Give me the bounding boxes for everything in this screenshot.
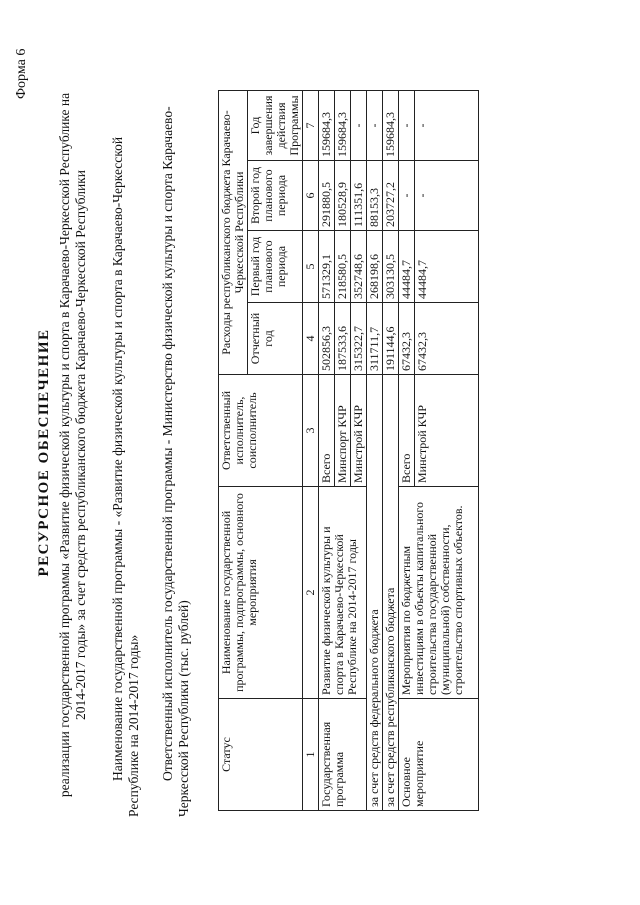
value-cell: 311711,7 bbox=[367, 303, 383, 375]
table-row bbox=[383, 91, 399, 811]
table-row bbox=[319, 91, 335, 811]
value-cell: - bbox=[415, 91, 479, 161]
value-cell: 67432,3 bbox=[415, 303, 479, 375]
header-status: Статус bbox=[219, 699, 303, 811]
value-cell: 67432,3 bbox=[399, 303, 415, 375]
program-name: Развитие физической культуры и спорта в Карачаево-Черкесской Республике на 2014-2017 годы bbox=[319, 487, 367, 699]
resource-table bbox=[218, 90, 479, 811]
header-expenses-group: Расходы республиканского бюджета Карачаево-Черкесской Республики bbox=[219, 91, 248, 375]
table-row bbox=[399, 91, 415, 811]
value-cell: 203727,2 bbox=[383, 161, 399, 231]
executor-cell: Минстрой КЧР bbox=[351, 375, 367, 487]
form-label: Форма 6 bbox=[14, 48, 29, 99]
value-cell: 268198,6 bbox=[367, 231, 383, 303]
executor-cell: Минспорт КЧР bbox=[335, 375, 351, 487]
table-row bbox=[367, 91, 383, 811]
header-executor: Ответственный исполнитель, соисполнитель bbox=[219, 375, 303, 487]
executor-cell: Всего bbox=[399, 375, 415, 487]
document-subtitle: реализации государственной программы «Развитие физической культуры и спорта в Карачаево-Черкесской Республике на 2014-2017 годы» за счет средств республиканского бюджета Карачаево-Черкесской Республики bbox=[57, 92, 88, 798]
col-number: 6 bbox=[303, 161, 319, 231]
value-cell: 44484,7 bbox=[399, 231, 415, 303]
col-number: 1 bbox=[303, 699, 319, 811]
program-status: Государственная программа bbox=[319, 699, 367, 811]
col-number: 2 bbox=[303, 487, 319, 699]
federal-label: за счет средств федерального бюджета bbox=[367, 375, 383, 811]
measure-status: Основное мероприятие bbox=[399, 699, 479, 811]
value-cell: 291880,5 bbox=[319, 161, 335, 231]
header-row bbox=[219, 91, 248, 811]
value-cell: - bbox=[351, 91, 367, 161]
col-number: 4 bbox=[303, 303, 319, 375]
col-number: 5 bbox=[303, 231, 319, 303]
value-cell: - bbox=[399, 161, 415, 231]
value-cell: 187533,6 bbox=[335, 303, 351, 375]
header-end-year: Год завершения действия Программы bbox=[248, 91, 303, 161]
value-cell: 159684,3 bbox=[383, 91, 399, 161]
col-number: 7 bbox=[303, 91, 319, 161]
header-first-year: Первый год планового периода bbox=[248, 231, 303, 303]
executor-cell: Минстрой КЧР bbox=[415, 375, 479, 487]
executor-cell: Всего bbox=[319, 375, 335, 487]
value-cell: 44484,7 bbox=[415, 231, 479, 303]
value-cell: 303130,5 bbox=[383, 231, 399, 303]
value-cell: 191144,6 bbox=[383, 303, 399, 375]
value-cell: 159684,3 bbox=[319, 91, 335, 161]
value-cell: 218580,5 bbox=[335, 231, 351, 303]
col-number: 3 bbox=[303, 375, 319, 487]
value-cell: 352748,6 bbox=[351, 231, 367, 303]
header-name: Наименование государственной программы, подпрограммы, основного мероприятия bbox=[219, 487, 303, 699]
document-title: РЕСУРСНОЕ ОБЕСПЕЧЕНИЕ bbox=[36, 328, 52, 577]
header-report-year: Отчетный год bbox=[248, 303, 303, 375]
value-cell: 111351,6 bbox=[351, 161, 367, 231]
value-cell: 502856,3 bbox=[319, 303, 335, 375]
column-number-row bbox=[303, 91, 319, 811]
executor-line: Ответственный исполнитель государственной программы - Министерство физической культуры и спорта Карачаево-Черкесской Республики (тыс. рублей) bbox=[160, 106, 191, 817]
program-name-line: Наименование государственной программы - «Развитие физической культуры и спорта в Карачаево-Черкесской Республике на 2014-2017 годы» bbox=[110, 136, 141, 817]
value-cell: 315322,7 bbox=[351, 303, 367, 375]
value-cell: 571329,1 bbox=[319, 231, 335, 303]
value-cell: - bbox=[367, 91, 383, 161]
value-cell: - bbox=[415, 161, 479, 231]
republic-label: за счет средств республиканского бюджета bbox=[383, 375, 399, 811]
value-cell: 159684,3 bbox=[335, 91, 351, 161]
value-cell: 88153,3 bbox=[367, 161, 383, 231]
measure-name: Мероприятия по бюджетным инвестициям в объекты капитального строительства государственной (муниципальной) собственности, строительство спортивных объектов. bbox=[399, 487, 479, 699]
value-cell: 180528,9 bbox=[335, 161, 351, 231]
header-second-year: Второй год планового периода bbox=[248, 161, 303, 231]
value-cell: - bbox=[399, 91, 415, 161]
